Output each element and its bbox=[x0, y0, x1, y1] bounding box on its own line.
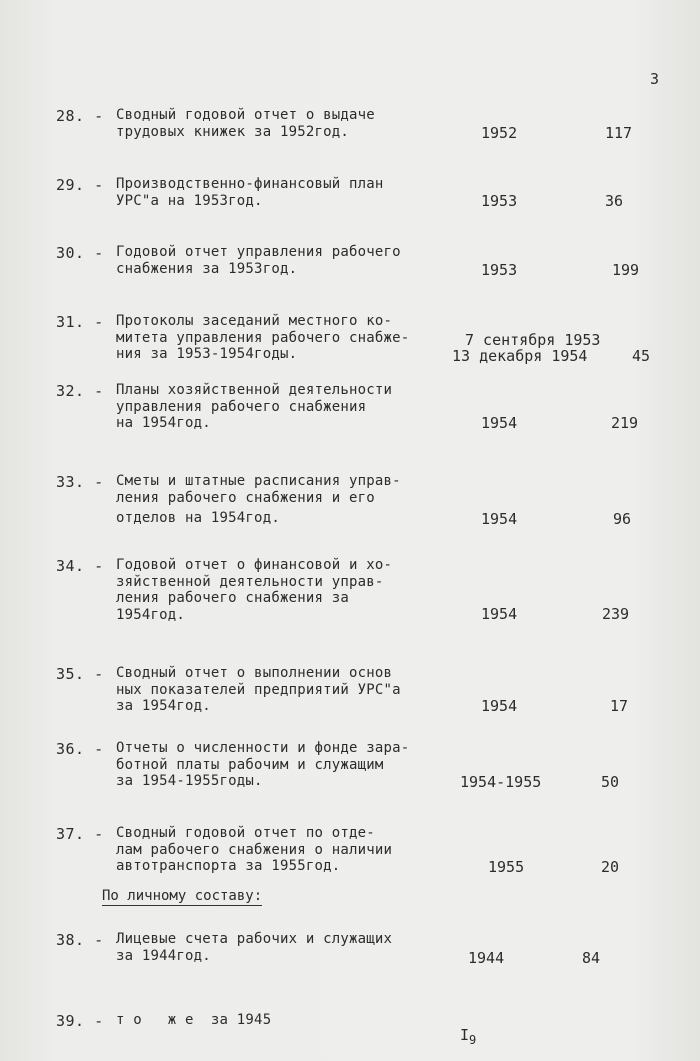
entry-number: 34. - bbox=[56, 557, 104, 575]
section-heading: По личному составу: bbox=[102, 888, 263, 904]
entry-description: Сметы и штатные расписания управ- ления рабочего снабжения и его отделов на 1954год. bbox=[116, 473, 401, 526]
entry-sheets: 50 bbox=[601, 773, 620, 791]
entry-number: 36. - bbox=[56, 740, 104, 758]
entry-sheets: 45 bbox=[632, 347, 651, 365]
entry-sheets: 36 bbox=[605, 192, 624, 210]
entry-number: 30. - bbox=[56, 244, 104, 262]
footer-mark: $I_9$ bbox=[460, 1026, 477, 1047]
entry-sheets: 96 bbox=[613, 510, 632, 528]
entry-description: Сводный отчет о выполнении основ ных показателей предприятий УРС"а за 1954год. bbox=[116, 665, 401, 714]
entry-description: Лицевые счета рабочих и служащих за 1944год. bbox=[116, 931, 393, 964]
entry-number: 28. - bbox=[56, 107, 104, 125]
entry-description: Годовой отчет управления рабочего снабжения за 1953год. bbox=[116, 244, 401, 277]
entry-sheets: 117 bbox=[605, 124, 633, 142]
entry-sheets: 17 bbox=[610, 697, 629, 715]
entry-number: 38. - bbox=[56, 931, 104, 949]
entry-description: Отчеты о численности и фонде зара- ботной платы рабочим и служащим за 1954-1955годы. bbox=[116, 740, 410, 789]
entry-sheets: 199 bbox=[612, 261, 640, 279]
entry-date: 1954-1955 bbox=[460, 773, 542, 791]
entry-date: 1953 bbox=[481, 192, 518, 210]
entry-date: 1952 bbox=[481, 124, 518, 142]
entry-description: Сводный годовой отчет по отде- лам рабочего снабжения о наличии автотранспорта за 1955год. bbox=[116, 825, 393, 874]
entry-sheets: 84 bbox=[582, 949, 601, 967]
entry-number: 37. - bbox=[56, 825, 104, 843]
entry-description: Протоколы заседаний местного ко- митета управления рабочего снабже- ния за 1953-1954годы. bbox=[116, 313, 410, 362]
entry-description: Годовой отчет о финансовой и хо- зяйственной деятельности управ- ления рабочего снабжения за 1954год. bbox=[116, 557, 393, 623]
entry-number: 33. - bbox=[56, 473, 104, 491]
entry-date: 1954 bbox=[481, 510, 518, 528]
entry-date: 1944 bbox=[468, 949, 505, 967]
entry-number: 39. - bbox=[56, 1012, 104, 1030]
entry-date-end: 13 декабря 1954 bbox=[452, 347, 588, 365]
entry-number: 32. - bbox=[56, 382, 104, 400]
entry-sheets: 239 bbox=[602, 605, 630, 623]
entry-number: 35. - bbox=[56, 665, 104, 683]
entry-description: Сводный годовой отчет о выдаче трудовых книжек за 1952год. bbox=[116, 107, 375, 140]
entry-description: Планы хозяйственной деятельности управления рабочего снабжения на 1954год. bbox=[116, 382, 393, 431]
entry-date: 7 сентября 1953 bbox=[465, 331, 601, 349]
entry-date: 1954 bbox=[481, 414, 518, 432]
entry-date: 1955 bbox=[488, 858, 525, 876]
entry-description: т о ж е за 1945 bbox=[116, 1012, 272, 1028]
entry-number: 29. - bbox=[56, 176, 104, 194]
entry-sheets: 20 bbox=[601, 858, 620, 876]
entry-date: 1953 bbox=[481, 261, 518, 279]
entry-sheets: 219 bbox=[611, 414, 639, 432]
entry-date: 1954 bbox=[481, 697, 518, 715]
page-number: 3 bbox=[650, 70, 660, 88]
entry-number: 31. - bbox=[56, 313, 104, 331]
entry-date: 1954 bbox=[481, 605, 518, 623]
entry-description: Производственно-финансовый план УРС"а на 1953год. bbox=[116, 176, 384, 209]
